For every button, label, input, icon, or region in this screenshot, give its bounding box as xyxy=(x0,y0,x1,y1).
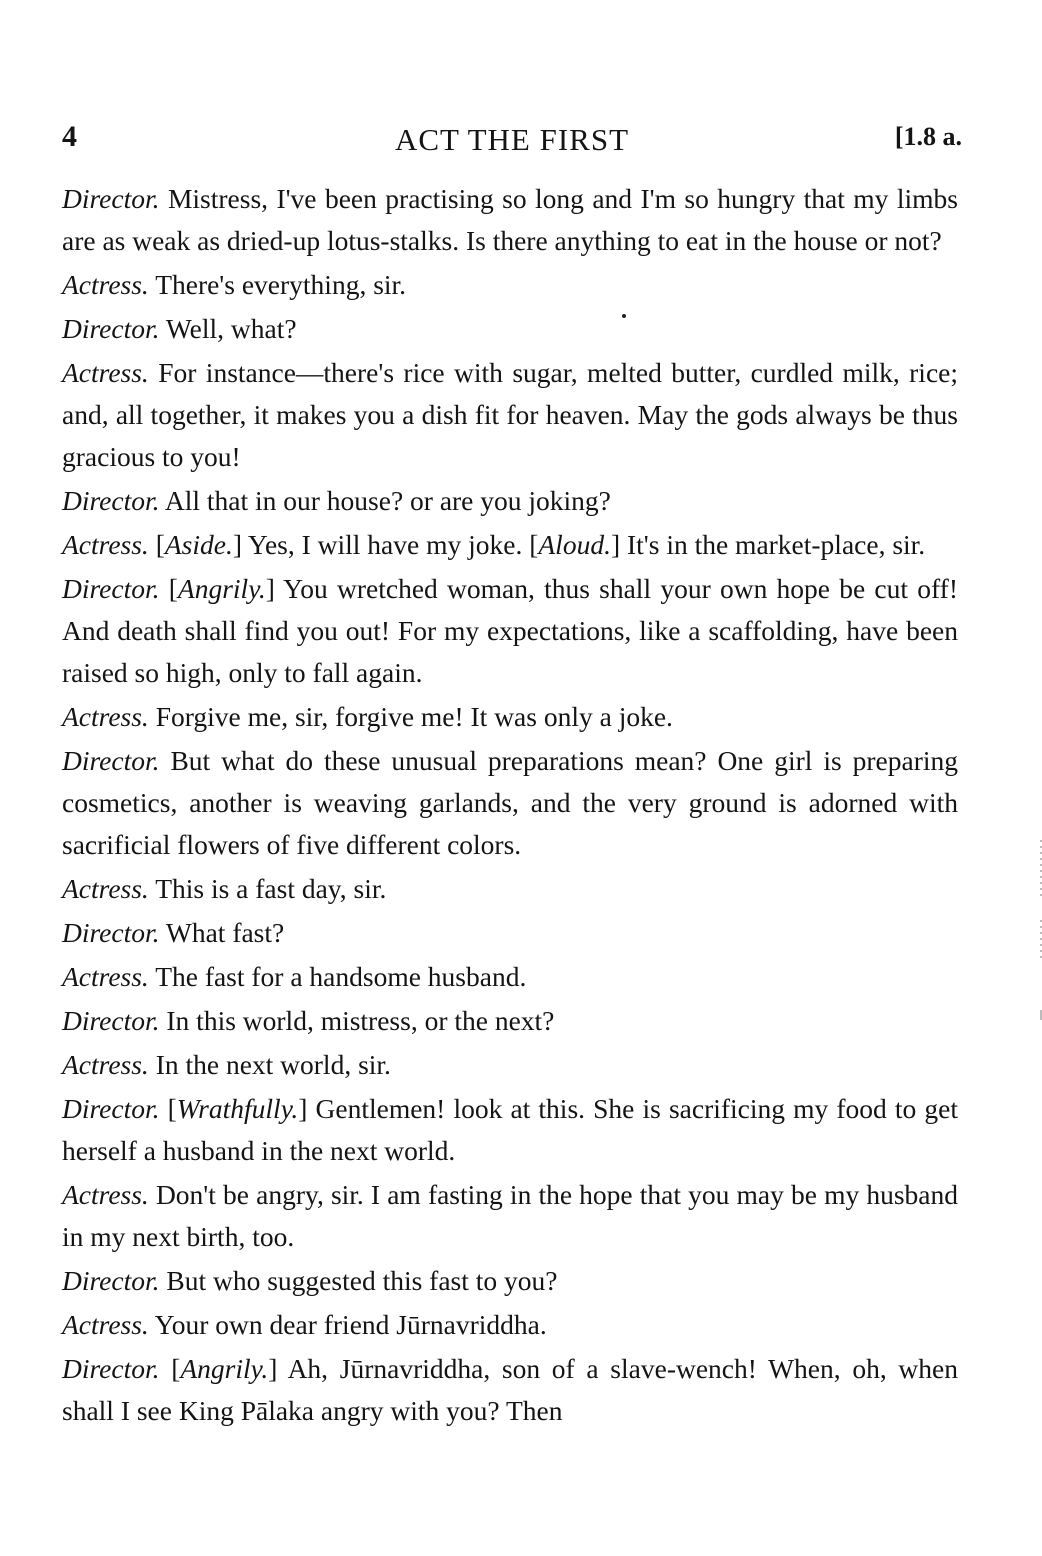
dialogue-paragraph xyxy=(62,1260,958,1302)
text-run: ] It's in the market-place, sir. xyxy=(610,529,926,560)
text-run: Don't be angry, sir. I am fasting in the hope that you may be my husband in my next birth, too. xyxy=(62,1179,958,1252)
speaker-name: Director. xyxy=(62,745,160,776)
dialogue-paragraph xyxy=(62,740,958,866)
text-run: In this world, mistress, or the next? xyxy=(159,1005,555,1036)
dialogue-paragraph xyxy=(62,524,958,566)
text-run: [ xyxy=(159,573,178,604)
speaker-name: Director. xyxy=(62,183,160,214)
dialogue-paragraph xyxy=(62,352,958,478)
page-header xyxy=(62,120,962,164)
dialogue-text xyxy=(149,873,387,904)
text-run: What fast? xyxy=(159,917,285,948)
dialogue-text xyxy=(149,1309,547,1340)
speaker-name: Director. xyxy=(62,1265,160,1296)
dialogue-text xyxy=(160,1005,555,1036)
page-number: 4 xyxy=(62,120,77,153)
speaker-name: Director. xyxy=(62,313,160,344)
dialogue-body xyxy=(62,178,958,1434)
dialogue-paragraph xyxy=(62,1088,958,1172)
text-run: But who suggested this fast to you? xyxy=(159,1265,558,1296)
dialogue-paragraph xyxy=(62,696,958,738)
speaker-name: Actress. xyxy=(62,1049,149,1080)
speaker-name: Director. xyxy=(62,485,160,516)
speaker-name: Director. xyxy=(62,917,160,948)
text-run: There's everything, sir. xyxy=(148,269,407,300)
text-run: Your own dear friend Jūrnavriddha. xyxy=(148,1309,547,1340)
speaker-name: Actress. xyxy=(62,269,149,300)
text-run: For instance—there's rice with sugar, melted butter, curdled milk, rice; and, all together, it makes you a dish fit for heaven. May the gods always be thus gracious to you! xyxy=(62,357,958,472)
speaker-name: Actress. xyxy=(62,873,149,904)
text-run: ] You wretched woman, thus shall your own hope be cut off! And death shall find you out! For my expectations, like a scaffolding, have been raised so high, only to fall again. xyxy=(62,573,958,688)
dialogue-text xyxy=(62,1093,958,1166)
dialogue-text xyxy=(62,573,958,688)
speaker-name: Actress. xyxy=(62,701,149,732)
speaker-name: Actress. xyxy=(62,357,149,388)
speaker-name: Actress. xyxy=(62,961,149,992)
text-run: In the next world, sir. xyxy=(148,1049,391,1080)
stage-direction: Wrathfully. xyxy=(176,1093,299,1124)
speaker-name: Director. xyxy=(62,1093,160,1124)
text-run: Forgive me, sir, forgive me! It was only a joke. xyxy=(148,701,673,732)
dialogue-paragraph xyxy=(62,1174,958,1258)
speaker-name: Actress. xyxy=(62,529,149,560)
dialogue-paragraph xyxy=(62,1044,958,1086)
dialogue-text xyxy=(160,313,297,344)
dialogue-text xyxy=(62,357,958,472)
text-run: Mistress, I've been practising so long and I'm so hungry that my limbs are as weak as dried-up lotus-stalks. Is there anything to eat in the house or not? xyxy=(62,183,958,256)
stage-direction: Angrily. xyxy=(177,573,266,604)
dialogue-text xyxy=(149,1049,391,1080)
dialogue-text xyxy=(149,529,925,560)
dialogue-text xyxy=(149,961,527,992)
dialogue-text xyxy=(149,701,673,732)
dialogue-paragraph xyxy=(62,956,958,998)
dialogue-paragraph xyxy=(62,1000,958,1042)
text-run: ] Ah, Jūrnavriddha, son of a slave-wench! When, oh, when shall I see King Pālaka angry with you? Then xyxy=(62,1353,958,1426)
dialogue-text xyxy=(62,183,958,256)
text-run: Well, what? xyxy=(159,313,297,344)
dialogue-text xyxy=(62,1353,958,1426)
stage-direction: Aloud. xyxy=(538,529,611,560)
dialogue-text xyxy=(160,1265,558,1296)
text-run: [ xyxy=(159,1353,181,1384)
speaker-name: Actress. xyxy=(62,1179,149,1210)
speaker-name: Director. xyxy=(62,573,160,604)
dialogue-paragraph xyxy=(62,480,958,522)
text-run: [ xyxy=(148,529,165,560)
stage-direction: Angrily. xyxy=(180,1353,269,1384)
dialogue-text xyxy=(62,1179,958,1252)
text-run: This is a fast day, sir. xyxy=(148,873,387,904)
dialogue-text xyxy=(160,485,611,516)
dialogue-paragraph xyxy=(62,1348,958,1432)
text-run: ] Yes, I will have my joke. [ xyxy=(232,529,539,560)
dialogue-paragraph xyxy=(62,308,958,350)
speaker-name: Director. xyxy=(62,1005,160,1036)
dialogue-paragraph xyxy=(62,178,958,262)
dialogue-text xyxy=(62,745,958,860)
text-run: The fast for a handsome husband. xyxy=(148,961,527,992)
text-run: ] Gentlemen! look at this. She is sacrificing my food to get herself a husband in the next world. xyxy=(62,1093,958,1166)
section-reference: [1.8 a. xyxy=(894,122,962,151)
text-run: But what do these unusual preparations mean? One girl is preparing cosmetics, another is weaving garlands, and the very ground is adorned with sacrificial flowers of five different colors. xyxy=(62,745,958,860)
dialogue-paragraph xyxy=(62,568,958,694)
stage-direction: Aside. xyxy=(164,529,233,560)
dialogue-text xyxy=(149,269,406,300)
dialogue-paragraph xyxy=(62,264,958,306)
dialogue-paragraph xyxy=(62,1304,958,1346)
speaker-name: Actress. xyxy=(62,1309,149,1340)
speaker-name: Director. xyxy=(62,1353,160,1384)
text-run: [ xyxy=(159,1093,177,1124)
dialogue-text xyxy=(160,917,285,948)
text-run: All that in our house? or are you joking? xyxy=(159,485,611,516)
dialogue-paragraph xyxy=(62,868,958,910)
running-title: ACT THE FIRST xyxy=(394,122,630,157)
dialogue-paragraph xyxy=(62,912,958,954)
